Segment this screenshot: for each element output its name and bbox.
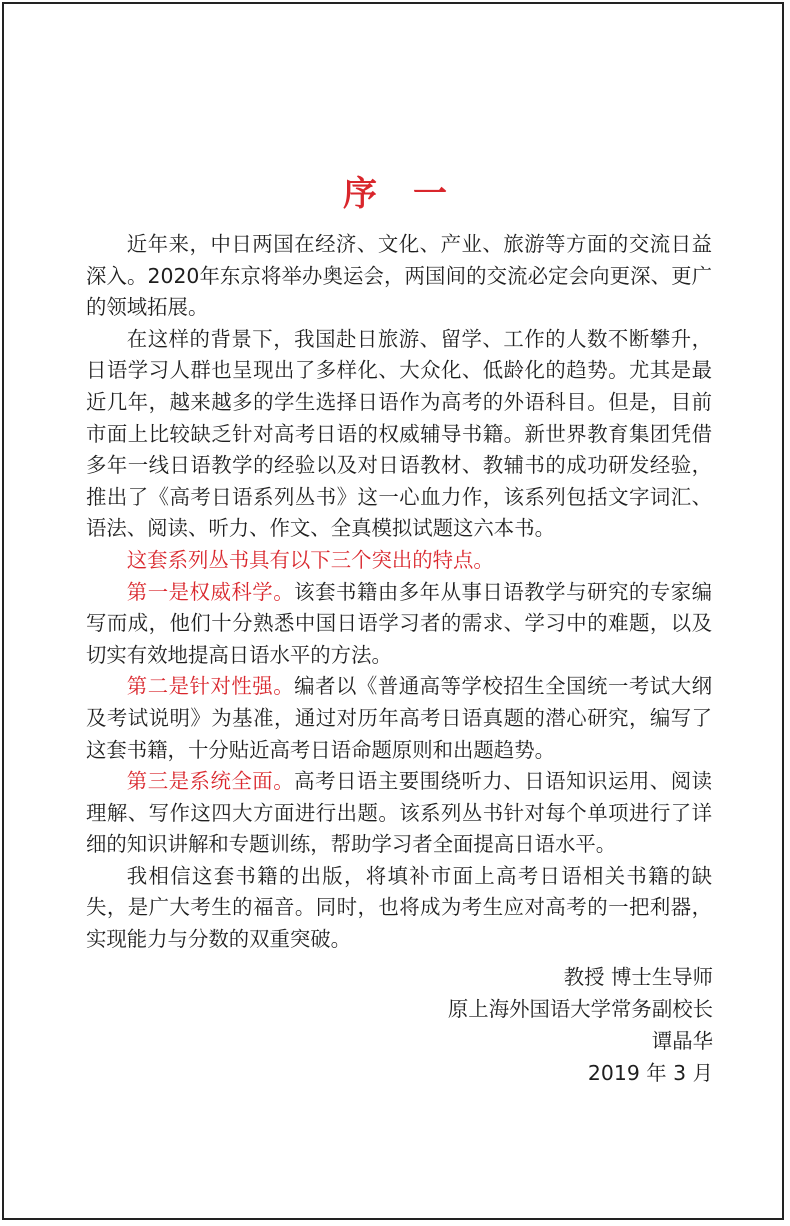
paragraph-text: 在这样的背景下，我国赴日旅游、留学、工作的人数不断攀升，日语学习人群也呈现出了多样化、大众化、低龄化的趋势。尤其是最近几年，越来越多的学生选择日语作为高考的外语科目。但是，目前市面上比较缺乏针对高考日语的权威辅导书籍。新世界教育集团凭借多年一线日语教学的经验以及对日语教材、教辅书的成功研发经验，推出了《高考日语系列丛书》这一心血力作，该系列包括文字词汇、语法、阅读、听力、作文、全真模拟试题这六本书。: [86, 326, 712, 541]
signature-name: 谭晶华: [651, 1029, 713, 1053]
paragraph-3: [86, 545, 712, 577]
signature-block: [448, 961, 713, 1089]
paragraph-text: 该套书籍由多年从事日语教学与研究的专家编写而成，他们十分熟悉中国日语学习者的需求、学习中的难题，以及切实有效地提高日语水平的方法。: [86, 579, 713, 667]
paragraph-lead: 第二是针对性强。: [126, 674, 295, 699]
signature-position: 原上海外国语大学常务副校长: [447, 997, 713, 1021]
paragraph-7: [86, 861, 712, 956]
signature-title: 教授 博士生导师: [563, 965, 713, 989]
paragraph-lead: 第三是系统全面。: [126, 769, 295, 794]
paragraph-4: [86, 577, 712, 672]
paragraph-5: [86, 671, 712, 766]
preface-body: [86, 229, 712, 956]
paragraph-2: [86, 324, 712, 545]
paragraph-text: 我相信这套书籍的出版，将填补市面上高考日语相关书籍的缺失，是广大考生的福音。同时，也将成为考生应对高考的一把利器，实现能力与分数的双重突破。: [86, 863, 712, 952]
paragraph-1: [86, 229, 712, 324]
paragraph-text: 编者以《普通高等学校招生全国统一考试大纲及考试说明》为基准，通过对历年高考日语真题的潜心研究，编写了这套书籍，十分贴近高考日语命题原则和出题趋势。: [86, 674, 713, 762]
page-title: 序一: [343, 173, 483, 214]
paragraph-lead: 这套系列丛书具有以下三个突出的特点。: [126, 547, 494, 572]
signature-date: 2019 年 3 月: [587, 1061, 713, 1085]
paragraph-text: 高考日语主要围绕听力、日语知识运用、阅读理解、写作这四大方面进行出题。该系列丛书针对每个单项进行了详细的知识讲解和专题训练，帮助学习者全面提高日语水平。: [86, 769, 713, 857]
paragraph-lead: 第一是权威科学。: [126, 579, 295, 604]
paragraph-6: [86, 766, 712, 861]
paragraph-text: 近年来，中日两国在经济、文化、产业、旅游等方面的交流日益深入。2020年东京将举办奥运会，两国间的交流必定会向更深、更广的领域拓展。: [86, 232, 712, 320]
